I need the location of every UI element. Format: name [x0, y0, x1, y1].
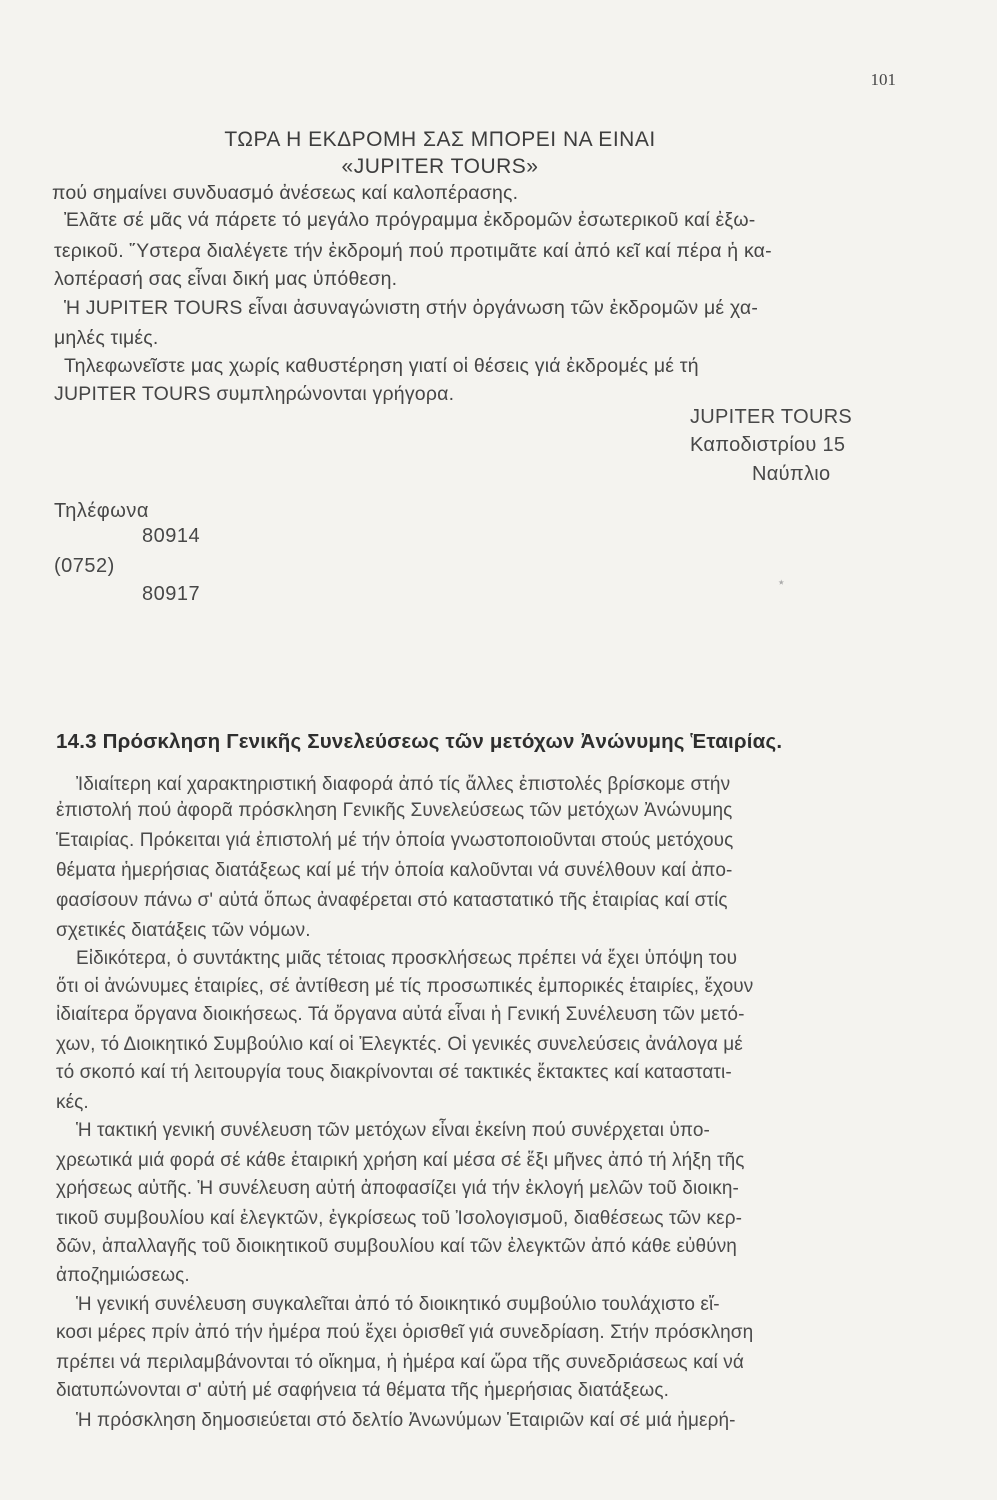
phone-number-2: 80917 [142, 583, 201, 605]
body-line: ἰδιαίτερα ὄργανα διοικήσεως. Τά ὄργανα αὐτά εἶναι ἡ Γενική Συνέλευση τῶν μετό- [56, 1004, 745, 1025]
phones-label: Τηλέφωνα [54, 500, 149, 522]
body-line: δῶν, ἀπαλλαγῆς τοῦ διοικητικοῦ συμβουλίου καί τῶν ἐλεγκτῶν ἀπό κάθε εὐθύνη [56, 1236, 737, 1257]
phone-area-code: (0752) [54, 555, 115, 577]
body-line: πρέπει νά περιλαμβάνονται τό οἴκημα, ἡ ἡμέρα καί ὥρα τῆς συνεδριάσεως καί νά [56, 1352, 744, 1373]
scan-speck: ٭ [778, 575, 785, 589]
body-line: τικοῦ συμβουλίου καί ἐλεγκτῶν, ἐγκρίσεως τοῦ Ἰσολογισμοῦ, διαθέσεως τῶν κερ- [56, 1208, 743, 1229]
body-line: ἐπιστολή πού ἀφορᾶ πρόσκληση Γενικῆς Συνελεύσεως τῶν μετόχων Ἀνώνυμης [56, 800, 733, 821]
ad-line: Ἡ JUPITER TOURS εἶναι ἀσυναγώνιστη στήν ὀργάνωση τῶν ἐκδρομῶν μέ χα- [64, 297, 759, 319]
body-line: φασίσουν πάνω σ' αὐτά ὅπως ἀναφέρεται στό καταστατικό τῆς ἑταιρίας καί στίς [56, 890, 728, 911]
body-line: χων, τό Διοικητικό Συμβούλιο καί οἱ Ἐλεγκτές. Οἱ γενικές συνελεύσεις ἀνάλογα μέ [56, 1034, 743, 1055]
body-line: τό σκοπό καί τή λειτουργία τους διακρίνονται σέ τακτικές ἔκτακτες καί καταστατι- [56, 1062, 732, 1083]
body-line: θέματα ἡμερήσιας διατάξεως καί μέ τήν ὁποία καλοῦνται νά συνέλθουν καί ἀπο- [56, 860, 733, 881]
body-line: χρεωτικά μιά φορά σέ κάθε ἑταιρική χρήση καί μέσα σέ ἕξι μῆνες ἀπό τή λήξη τῆς [56, 1150, 745, 1171]
ad-line: τερικοῦ. Ὕστερα διαλέγετε τήν ἐκδρομή πού προτιμᾶτε καί ἀπό κεῖ καί πέρα ἡ κα- [54, 240, 772, 262]
phone-number-1: 80914 [142, 525, 201, 547]
body-line: Εἰδικότερα, ὁ συντάκτης μιᾶς τέτοιας προσκλήσεως πρέπει νά ἔχει ὑπόψη του [76, 948, 738, 969]
body-line: Ἡ γενική συνέλευση συγκαλεῖται ἀπό τό διοικητικό συμβούλιο τουλάχιστο εἴ- [76, 1294, 720, 1315]
ad-city: Ναύπλιο [752, 463, 831, 485]
section-heading: 14.3 Πρόσκληση Γενικῆς Συνελεύσεως τῶν μετόχων Ἀνώνυμης Ἑταιρίας. [56, 730, 783, 753]
body-line: κές. [56, 1092, 89, 1113]
ad-line: Ἐλᾶτε σέ μᾶς νά πάρετε τό μεγάλο πρόγραμμα ἐκδρομῶν ἐσωτερικοῦ καί ἐξω- [64, 209, 756, 231]
ad-line: JUPITER TOURS συμπληρώνονται γρήγορα. [54, 383, 455, 405]
ad-street-address: Καποδιστρίου 15 [690, 434, 846, 456]
body-line: σχετικές διατάξεις τῶν νόμων. [56, 920, 311, 941]
body-line: ὅτι οἱ ἀνώνυμες ἑταιρίες, σέ ἀντίθεση μέ τίς προσωπικές ἐμπορικές ἑταιρίες, ἔχουν [56, 976, 754, 997]
body-line: Ἡ τακτική γενική συνέλευση τῶν μετόχων εἶναι ἐκείνη πού συνέρχεται ὑπο- [76, 1120, 710, 1141]
ad-line: Τηλεφωνεῖστε μας χωρίς καθυστέρηση γιατί οἱ θέσεις γιά ἐκδρομές μέ τή [64, 355, 699, 377]
ad-line: λοπέρασή σας εἶναι δική μας ὑπόθεση. [54, 268, 398, 290]
body-line: Ἡ πρόσκληση δημοσιεύεται στό δελτίο Ἀνωνύμων Ἑταιριῶν καί σέ μιά ἡμερή- [76, 1410, 736, 1431]
body-line: ἀποζημιώσεως. [56, 1265, 190, 1286]
body-line: διατυπώνονται σ' αὐτή μέ σαφήνεια τά θέματα τῆς ἡμερήσιας διατάξεως. [56, 1380, 669, 1401]
body-line: Ἰδιαίτερη καί χαρακτηριστική διαφορά ἀπό τίς ἄλλες ἐπιστολές βρίσκομε στήν [76, 774, 731, 795]
body-line: Ἑταιρίας. Πρόκειται γιά ἐπιστολή μέ τήν ὁποία γνωστοποιοῦνται στούς μετόχους [56, 830, 734, 851]
ad-title-line-1: ΤΩΡΑ Η ΕΚΔΡΟΜΗ ΣΑΣ ΜΠΟΡΕΙ ΝΑ ΕΙΝΑΙ [224, 128, 656, 151]
body-line: κοσι μέρες πρίν ἀπό τήν ἡμέρα πού ἔχει ὁρισθεῖ γιά συνεδρίαση. Στήν πρόσκληση [56, 1322, 754, 1343]
body-line: χρήσεως αὐτῆς. Ἡ συνέλευση αὐτή ἀποφασίζει γιά τήν ἐκλογή μελῶν τοῦ διοικη- [56, 1178, 739, 1199]
ad-line: μηλές τιμές. [54, 327, 159, 349]
ad-line: πού σημαίνει συνδυασμό ἀνέσεως καί καλοπέρασης. [52, 182, 519, 204]
ad-title-line-2: «JUPITER TOURS» [341, 155, 539, 178]
ad-company-name: JUPITER TOURS [690, 406, 853, 428]
page-number: 101 [870, 70, 896, 89]
